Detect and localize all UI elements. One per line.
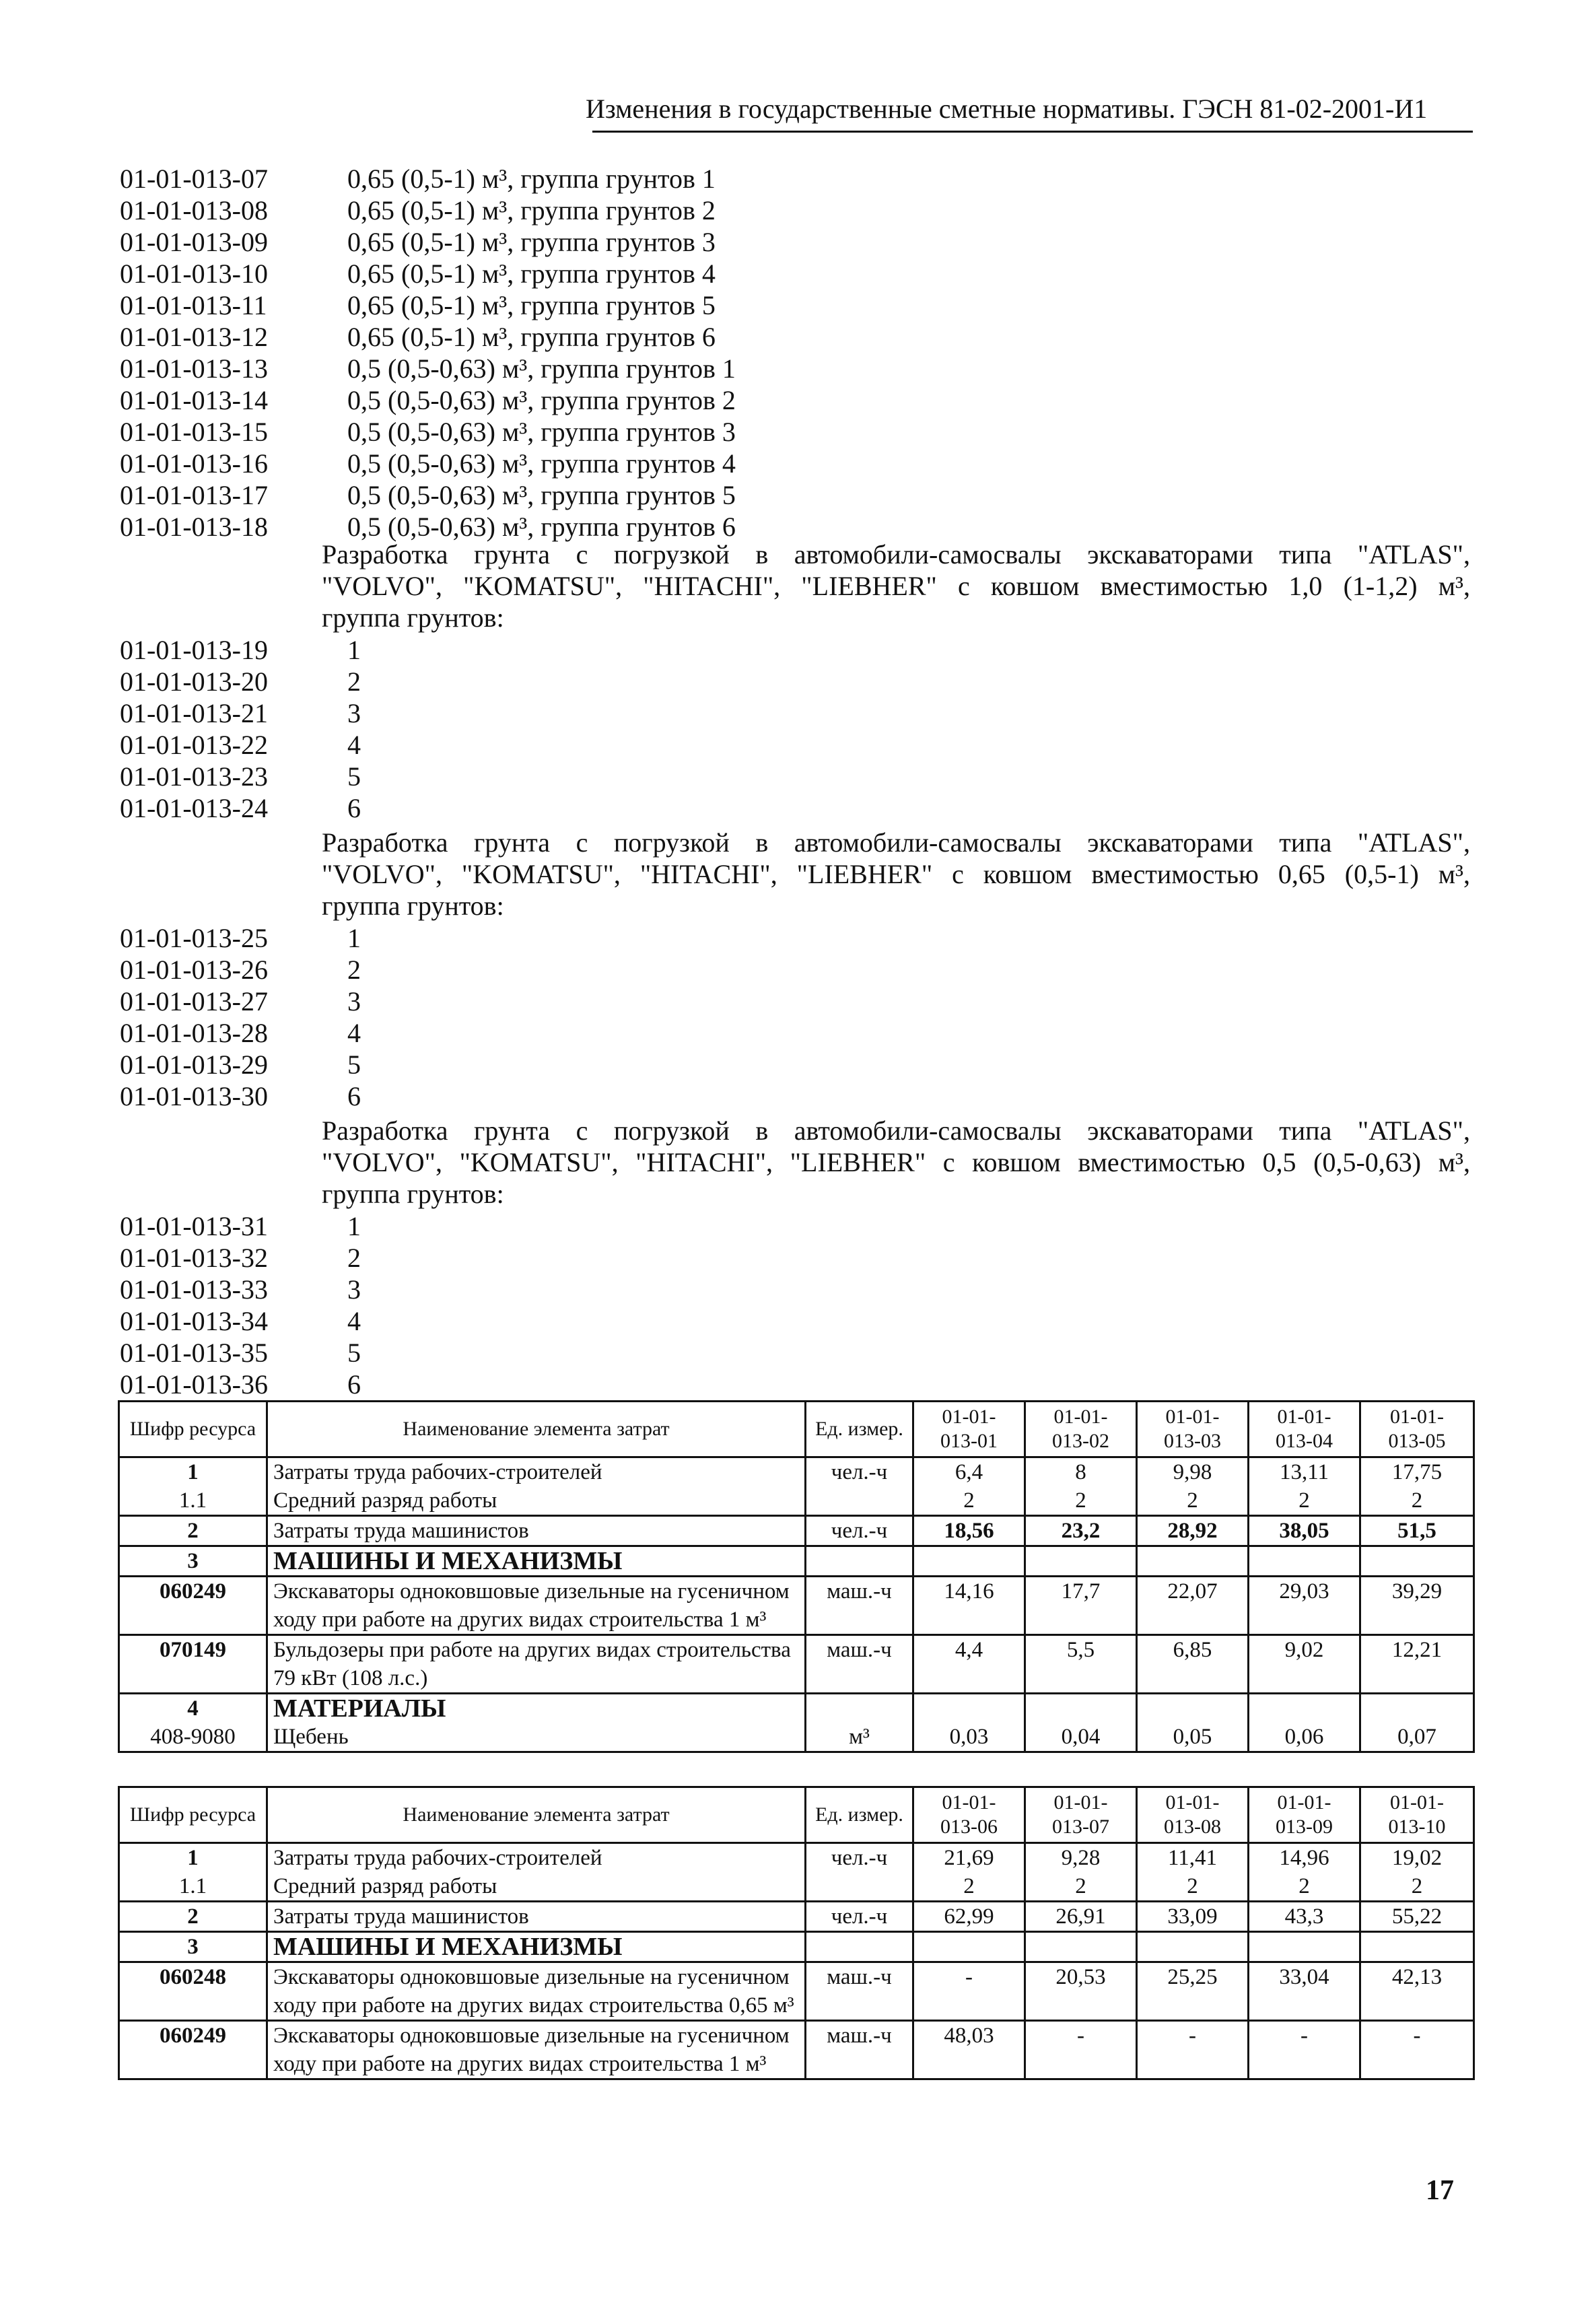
paragraph-line: "VOLVO", "KOMATSU", "HITACHI", "LIEBHER" с ковшом вместимостью 0,5 (0,5-0,63) м³, bbox=[322, 1147, 1470, 1177]
row-value: 22,07 bbox=[1137, 1577, 1249, 1635]
resource-description: 2 bbox=[347, 955, 361, 985]
row-name: Щебень bbox=[267, 1723, 806, 1752]
row-value bbox=[1137, 1694, 1249, 1723]
resource-code: 01-01-013-15 bbox=[120, 417, 268, 447]
header-norm-code: 01-01- 013-09 bbox=[1249, 1787, 1360, 1843]
paragraph-line: группа грунтов: bbox=[322, 1179, 504, 1209]
row-name: Затраты труда рабочих-строителей bbox=[267, 1843, 806, 1873]
row-unit: м³ bbox=[806, 1723, 913, 1752]
resource-description: 3 bbox=[347, 698, 361, 728]
row-value: 0,04 bbox=[1025, 1723, 1137, 1752]
row-value: 33,04 bbox=[1249, 1962, 1360, 2021]
resource-description: 1 bbox=[347, 635, 361, 665]
resource-description: 3 bbox=[347, 1274, 361, 1305]
row-value: 26,91 bbox=[1025, 1902, 1137, 1932]
resource-table-2 bbox=[118, 1786, 1475, 2080]
row-code: 060248 bbox=[119, 1962, 267, 2021]
row-value: 33,09 bbox=[1137, 1902, 1249, 1932]
row-value bbox=[913, 1932, 1025, 1962]
resource-code: 01-01-013-21 bbox=[120, 698, 268, 728]
row-name: Средний разряд работы bbox=[267, 1486, 806, 1516]
resource-description: 6 bbox=[347, 1369, 361, 1400]
header-norm-code: 01-01- 013-01 bbox=[913, 1402, 1025, 1457]
header-name: Наименование элемента затрат bbox=[267, 1402, 806, 1457]
row-code: 060249 bbox=[119, 2021, 267, 2079]
paragraph-line: Разработка грунта с погрузкой в автомобили-самосвалы экскаваторами типа "ATLAS", bbox=[322, 1115, 1470, 1146]
header-norm-code: 01-01- 013-10 bbox=[1360, 1787, 1474, 1843]
row-value: 2 bbox=[1137, 1486, 1249, 1516]
row-unit: маш.-ч bbox=[806, 1577, 913, 1635]
resource-code: 01-01-013-27 bbox=[120, 986, 268, 1016]
row-code: 2 bbox=[119, 1902, 267, 1932]
row-value bbox=[1025, 1546, 1137, 1577]
header-norm-code: 01-01- 013-05 bbox=[1360, 1402, 1474, 1457]
row-code: 060249 bbox=[119, 1577, 267, 1635]
resource-code: 01-01-013-19 bbox=[120, 635, 268, 665]
row-unit bbox=[806, 1486, 913, 1516]
table-row bbox=[119, 1546, 1474, 1577]
resource-code: 01-01-013-07 bbox=[120, 164, 268, 194]
row-name: Средний разряд работы bbox=[267, 1872, 806, 1902]
row-value: 39,29 bbox=[1360, 1577, 1474, 1635]
resource-description: 4 bbox=[347, 1018, 361, 1048]
resource-code: 01-01-013-23 bbox=[120, 761, 268, 792]
table-row bbox=[119, 2021, 1474, 2079]
row-code: 4 bbox=[119, 1694, 267, 1723]
resource-code: 01-01-013-14 bbox=[120, 385, 268, 415]
row-value: 14,96 bbox=[1249, 1843, 1360, 1873]
row-value: 9,28 bbox=[1025, 1843, 1137, 1873]
row-unit bbox=[806, 1872, 913, 1902]
resource-code: 01-01-013-30 bbox=[120, 1081, 268, 1111]
row-value: - bbox=[1025, 2021, 1137, 2079]
row-value: 20,53 bbox=[1025, 1962, 1137, 2021]
resource-description: 0,65 (0,5-1) м³, группа грунтов 4 bbox=[347, 259, 716, 289]
table-row bbox=[119, 1635, 1474, 1694]
resource-description: 3 bbox=[347, 986, 361, 1016]
row-name: Затраты труда машинистов bbox=[267, 1516, 806, 1546]
resource-code: 01-01-013-36 bbox=[120, 1369, 268, 1400]
row-value: 2 bbox=[913, 1872, 1025, 1902]
header-name: Наименование элемента затрат bbox=[267, 1787, 806, 1843]
row-value bbox=[1360, 1694, 1474, 1723]
resource-description: 5 bbox=[347, 1338, 361, 1368]
row-value bbox=[1360, 1546, 1474, 1577]
resource-code: 01-01-013-09 bbox=[120, 227, 268, 257]
resource-description: 5 bbox=[347, 1049, 361, 1080]
resource-code: 01-01-013-34 bbox=[120, 1306, 268, 1336]
row-code: 070149 bbox=[119, 1635, 267, 1694]
resource-code: 01-01-013-28 bbox=[120, 1018, 268, 1048]
header-norm-code: 01-01- 013-02 bbox=[1025, 1402, 1137, 1457]
resource-description: 2 bbox=[347, 666, 361, 697]
section-paragraph-3 bbox=[322, 1115, 1470, 1210]
resource-description: 6 bbox=[347, 1081, 361, 1111]
row-name: Экскаваторы одноковшовые дизельные на гусеничном ходу при работе на других видах строительства 1 м³ bbox=[267, 1577, 806, 1635]
row-unit: чел.-ч bbox=[806, 1843, 913, 1873]
row-value: 0,06 bbox=[1249, 1723, 1360, 1752]
row-value: 29,03 bbox=[1249, 1577, 1360, 1635]
row-value: 21,69 bbox=[913, 1843, 1025, 1873]
resource-code: 01-01-013-29 bbox=[120, 1049, 268, 1080]
row-value: 2 bbox=[1360, 1872, 1474, 1902]
row-value: 0,07 bbox=[1360, 1723, 1474, 1752]
row-value: 55,22 bbox=[1360, 1902, 1474, 1932]
row-value: 23,2 bbox=[1025, 1516, 1137, 1546]
row-value bbox=[1137, 1546, 1249, 1577]
row-name: Экскаваторы одноковшовые дизельные на гусеничном ходу при работе на других видах строительства 0,65 м³ bbox=[267, 1962, 806, 2021]
row-value: 51,5 bbox=[1360, 1516, 1474, 1546]
row-value: 9,98 bbox=[1137, 1457, 1249, 1487]
table-row bbox=[119, 1902, 1474, 1932]
header-unit: Ед. измер. bbox=[806, 1402, 913, 1457]
row-value: 48,03 bbox=[913, 2021, 1025, 2079]
row-value: 8 bbox=[1025, 1457, 1137, 1487]
paragraph-line: "VOLVO", "KOMATSU", "HITACHI", "LIEBHER" с ковшом вместимостью 0,65 (0,5-1) м³, bbox=[322, 859, 1470, 889]
row-value: 2 bbox=[1360, 1486, 1474, 1516]
resource-code: 01-01-013-16 bbox=[120, 448, 268, 479]
table-row bbox=[119, 1872, 1474, 1902]
resource-code: 01-01-013-13 bbox=[120, 353, 268, 384]
row-value: 2 bbox=[913, 1486, 1025, 1516]
row-code: 3 bbox=[119, 1932, 267, 1962]
resource-code: 01-01-013-17 bbox=[120, 480, 268, 510]
resource-code: 01-01-013-10 bbox=[120, 259, 268, 289]
row-value: 2 bbox=[1249, 1872, 1360, 1902]
row-value: 11,41 bbox=[1137, 1843, 1249, 1873]
resource-code: 01-01-013-26 bbox=[120, 955, 268, 985]
row-unit: чел.-ч bbox=[806, 1457, 913, 1487]
row-unit: чел.-ч bbox=[806, 1516, 913, 1546]
resource-description: 2 bbox=[347, 1243, 361, 1273]
table-row bbox=[119, 1516, 1474, 1546]
resource-description: 0,5 (0,5-0,63) м³, группа грунтов 4 bbox=[347, 448, 736, 479]
resource-description: 0,65 (0,5-1) м³, группа грунтов 3 bbox=[347, 227, 716, 257]
row-unit bbox=[806, 1546, 913, 1577]
header-rule bbox=[592, 131, 1473, 133]
header-norm-code: 01-01- 013-08 bbox=[1137, 1787, 1249, 1843]
resource-code: 01-01-013-08 bbox=[120, 195, 268, 226]
row-code: 1.1 bbox=[119, 1872, 267, 1902]
row-code: 1 bbox=[119, 1457, 267, 1487]
row-code: 408-9080 bbox=[119, 1723, 267, 1752]
row-value bbox=[913, 1694, 1025, 1723]
row-value bbox=[913, 1546, 1025, 1577]
row-value: 25,25 bbox=[1137, 1962, 1249, 2021]
paragraph-line: "VOLVO", "KOMATSU", "HITACHI", "LIEBHER" с ковшом вместимостью 1,0 (1-1,2) м³, bbox=[322, 571, 1470, 601]
resource-description: 0,5 (0,5-0,63) м³, группа грунтов 1 bbox=[347, 353, 736, 384]
row-value bbox=[1249, 1546, 1360, 1577]
row-unit: маш.-ч bbox=[806, 1635, 913, 1694]
row-unit: маш.-ч bbox=[806, 2021, 913, 2079]
resource-description: 4 bbox=[347, 1306, 361, 1336]
header-norm-code: 01-01- 013-07 bbox=[1025, 1787, 1137, 1843]
resource-description: 4 bbox=[347, 730, 361, 760]
resource-code: 01-01-013-20 bbox=[120, 666, 268, 697]
resource-description: 0,5 (0,5-0,63) м³, группа грунтов 6 bbox=[347, 512, 736, 542]
resource-description: 0,65 (0,5-1) м³, группа грунтов 5 bbox=[347, 290, 716, 320]
row-value: 2 bbox=[1249, 1486, 1360, 1516]
row-value: 19,02 bbox=[1360, 1843, 1474, 1873]
row-value: 4,4 bbox=[913, 1635, 1025, 1694]
paragraph-line: группа грунтов: bbox=[322, 602, 504, 633]
row-value bbox=[1360, 1932, 1474, 1962]
row-value: - bbox=[913, 1962, 1025, 2021]
paragraph-line: группа грунтов: bbox=[322, 891, 504, 921]
row-code: 1.1 bbox=[119, 1486, 267, 1516]
row-name: Бульдозеры при работе на других видах строительства 79 кВт (108 л.с.) bbox=[267, 1635, 806, 1694]
row-value: - bbox=[1137, 2021, 1249, 2079]
resource-code: 01-01-013-12 bbox=[120, 322, 268, 352]
row-value bbox=[1249, 1694, 1360, 1723]
row-unit bbox=[806, 1932, 913, 1962]
row-code: 2 bbox=[119, 1516, 267, 1546]
table-row bbox=[119, 1694, 1474, 1723]
resource-table-1 bbox=[118, 1400, 1475, 1753]
resource-code: 01-01-013-18 bbox=[120, 512, 268, 542]
page-number: 17 bbox=[1426, 2175, 1454, 2206]
row-value bbox=[1137, 1932, 1249, 1962]
row-value: 12,21 bbox=[1360, 1635, 1474, 1694]
resource-code: 01-01-013-32 bbox=[120, 1243, 268, 1273]
table-row bbox=[119, 1723, 1474, 1752]
paragraph-line: Разработка грунта с погрузкой в автомобили-самосвалы экскаваторами типа "ATLAS", bbox=[322, 827, 1470, 858]
resource-code: 01-01-013-33 bbox=[120, 1274, 268, 1305]
row-value: 38,05 bbox=[1249, 1516, 1360, 1546]
row-value: - bbox=[1249, 2021, 1360, 2079]
row-value: 14,16 bbox=[913, 1577, 1025, 1635]
resource-description: 1 bbox=[347, 923, 361, 953]
resource-description: 0,5 (0,5-0,63) м³, группа грунтов 5 bbox=[347, 480, 736, 510]
row-value: 13,11 bbox=[1249, 1457, 1360, 1487]
table-row bbox=[119, 1962, 1474, 2021]
table-row bbox=[119, 1843, 1474, 1873]
header-unit: Ед. измер. bbox=[806, 1787, 913, 1843]
row-value: 17,75 bbox=[1360, 1457, 1474, 1487]
resource-description: 0,65 (0,5-1) м³, группа грунтов 1 bbox=[347, 164, 716, 194]
row-value: 6,85 bbox=[1137, 1635, 1249, 1694]
resource-code: 01-01-013-35 bbox=[120, 1338, 268, 1368]
row-value: 9,02 bbox=[1249, 1635, 1360, 1694]
row-value: 5,5 bbox=[1025, 1635, 1137, 1694]
row-name: МАШИНЫ И МЕХАНИЗМЫ bbox=[267, 1546, 806, 1577]
row-value bbox=[1025, 1694, 1137, 1723]
header-norm-code: 01-01- 013-04 bbox=[1249, 1402, 1360, 1457]
resource-description: 1 bbox=[347, 1211, 361, 1241]
resource-code: 01-01-013-11 bbox=[120, 290, 267, 320]
header-code: Шифр ресурса bbox=[119, 1402, 267, 1457]
header-norm-code: 01-01- 013-03 bbox=[1137, 1402, 1249, 1457]
header-norm-code: 01-01- 013-06 bbox=[913, 1787, 1025, 1843]
row-value: 0,03 bbox=[913, 1723, 1025, 1752]
row-value bbox=[1025, 1932, 1137, 1962]
resource-code: 01-01-013-22 bbox=[120, 730, 268, 760]
row-value bbox=[1249, 1932, 1360, 1962]
section-paragraph-1 bbox=[322, 539, 1470, 633]
resource-description: 6 bbox=[347, 793, 361, 823]
section-paragraph-2 bbox=[322, 827, 1470, 922]
table-header-row bbox=[119, 1402, 1474, 1457]
resource-code: 01-01-013-25 bbox=[120, 923, 268, 953]
row-name: МАШИНЫ И МЕХАНИЗМЫ bbox=[267, 1932, 806, 1962]
row-value: 0,05 bbox=[1137, 1723, 1249, 1752]
paragraph-line: Разработка грунта с погрузкой в автомобили-самосвалы экскаваторами типа "ATLAS", bbox=[322, 539, 1470, 570]
row-value: 43,3 bbox=[1249, 1902, 1360, 1932]
resource-description: 5 bbox=[347, 761, 361, 792]
resource-code: 01-01-013-24 bbox=[120, 793, 268, 823]
row-name: Экскаваторы одноковшовые дизельные на гусеничном ходу при работе на других видах строительства 1 м³ bbox=[267, 2021, 806, 2079]
row-value: 2 bbox=[1025, 1872, 1137, 1902]
row-value: 42,13 bbox=[1360, 1962, 1474, 2021]
running-header: Изменения в государственные сметные нормативы. ГЭСН 81-02-2001-И1 bbox=[586, 94, 1428, 124]
row-value: 2 bbox=[1025, 1486, 1137, 1516]
table-row bbox=[119, 1932, 1474, 1962]
row-name: Затраты труда машинистов bbox=[267, 1902, 806, 1932]
row-code: 1 bbox=[119, 1843, 267, 1873]
row-unit: маш.-ч bbox=[806, 1962, 913, 2021]
row-value: - bbox=[1360, 2021, 1474, 2079]
row-name: МАТЕРИАЛЫ bbox=[267, 1694, 806, 1723]
row-value: 18,56 bbox=[913, 1516, 1025, 1546]
resource-description: 0,65 (0,5-1) м³, группа грунтов 2 bbox=[347, 195, 716, 226]
table-header-row bbox=[119, 1787, 1474, 1843]
row-unit bbox=[806, 1694, 913, 1723]
row-value: 62,99 bbox=[913, 1902, 1025, 1932]
resource-code: 01-01-013-31 bbox=[120, 1211, 268, 1241]
resource-description: 0,65 (0,5-1) м³, группа грунтов 6 bbox=[347, 322, 716, 352]
resource-description: 0,5 (0,5-0,63) м³, группа грунтов 3 bbox=[347, 417, 736, 447]
row-code: 3 bbox=[119, 1546, 267, 1577]
table-row bbox=[119, 1486, 1474, 1516]
row-unit: чел.-ч bbox=[806, 1902, 913, 1932]
row-value: 28,92 bbox=[1137, 1516, 1249, 1546]
row-name: Затраты труда рабочих-строителей bbox=[267, 1457, 806, 1487]
table-row bbox=[119, 1457, 1474, 1487]
row-value: 2 bbox=[1137, 1872, 1249, 1902]
table-row bbox=[119, 1577, 1474, 1635]
header-code: Шифр ресурса bbox=[119, 1787, 267, 1843]
resource-description: 0,5 (0,5-0,63) м³, группа грунтов 2 bbox=[347, 385, 736, 415]
row-value: 17,7 bbox=[1025, 1577, 1137, 1635]
row-value: 6,4 bbox=[913, 1457, 1025, 1487]
